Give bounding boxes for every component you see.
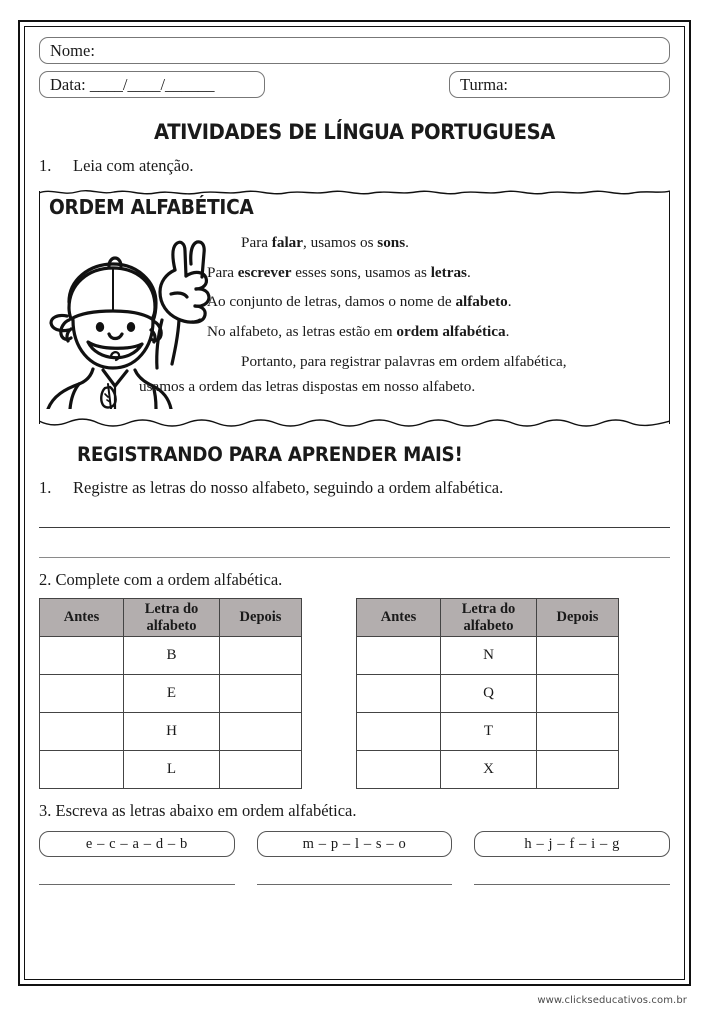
reading-line-1-bold2: sons bbox=[377, 234, 406, 251]
reading-line-1-suffix: . bbox=[405, 234, 409, 251]
cell-depois[interactable] bbox=[220, 751, 302, 789]
reading-line-2-bold1: escrever bbox=[237, 263, 292, 281]
cell-antes[interactable] bbox=[40, 751, 124, 789]
cell-letra: X bbox=[441, 751, 537, 789]
exercise-3-answer-lines bbox=[39, 884, 670, 885]
data-label: Data: bbox=[50, 75, 86, 94]
cell-antes[interactable] bbox=[40, 637, 124, 675]
exercise-3-answer-line-2[interactable] bbox=[257, 884, 453, 885]
cell-depois[interactable] bbox=[220, 713, 302, 751]
cell-letra: H bbox=[124, 713, 220, 751]
exercise-2-tables bbox=[39, 598, 670, 789]
cell-antes[interactable] bbox=[357, 713, 441, 751]
table-row bbox=[357, 675, 619, 713]
cell-letra: B bbox=[124, 637, 220, 675]
turma-label: Turma: bbox=[460, 75, 508, 94]
table-row bbox=[40, 751, 302, 789]
cell-letra: E bbox=[124, 675, 220, 713]
cell-letra: L bbox=[124, 751, 220, 789]
reading-line-4-bold1: ordem alfabética bbox=[396, 322, 506, 340]
reading-line-3 bbox=[207, 287, 656, 317]
column-header-depois: Depois bbox=[537, 599, 619, 637]
worksheet-page-border bbox=[18, 20, 691, 986]
letter-group-3: h – j – f – i – g bbox=[474, 831, 670, 857]
table-header-row bbox=[357, 599, 619, 637]
exercise-1-answer-line-2[interactable] bbox=[39, 557, 670, 558]
column-header-depois: Depois bbox=[220, 599, 302, 637]
reading-line-2-prefix: Para bbox=[207, 263, 238, 281]
reading-box-title: ORDEM ALFABÉTICA bbox=[49, 195, 254, 219]
cell-antes[interactable] bbox=[357, 637, 441, 675]
reading-box-text bbox=[207, 228, 656, 376]
reading-line-6: usamos a ordem das letras dispostas em nosso alfabeto. bbox=[139, 378, 476, 395]
table-row bbox=[40, 637, 302, 675]
data-field[interactable] bbox=[39, 71, 265, 98]
cell-depois[interactable] bbox=[220, 675, 302, 713]
reading-line-4-suffix: . bbox=[505, 322, 510, 340]
reading-box-right-edge bbox=[669, 191, 670, 424]
table-header-row bbox=[40, 599, 302, 637]
cell-letra: T bbox=[441, 713, 537, 751]
instruction-1 bbox=[39, 156, 670, 176]
exercise-3-answer-line-3[interactable] bbox=[474, 884, 670, 885]
table-row bbox=[357, 713, 619, 751]
alphabet-table-left bbox=[39, 598, 302, 789]
exercise-3-answer-line-1[interactable] bbox=[39, 884, 235, 885]
exercise-1-answer-line-1[interactable] bbox=[39, 527, 670, 528]
table-row bbox=[40, 713, 302, 751]
table-row bbox=[40, 675, 302, 713]
page-title: ATIVIDADES DE LÍNGUA PORTUGUESA bbox=[153, 120, 556, 144]
exercise-3-text: 3. Escreva as letras abaixo em ordem alfabética. bbox=[39, 801, 357, 821]
column-header-letra: Letra do alfabeto bbox=[124, 599, 220, 637]
reading-line-2-suffix: . bbox=[466, 263, 471, 281]
cell-antes[interactable] bbox=[40, 713, 124, 751]
reading-line-2-bold2: letras bbox=[430, 263, 467, 281]
worksheet-content bbox=[24, 26, 685, 980]
nome-field[interactable] bbox=[39, 37, 670, 64]
reading-line-1 bbox=[207, 228, 656, 258]
reading-line-1-bold1: falar bbox=[271, 234, 304, 251]
reading-line-3-prefix: Ao conjunto de letras, damos o nome de bbox=[207, 293, 456, 311]
column-header-antes: Antes bbox=[357, 599, 441, 637]
exercise-1-text: Registre as letras do nosso alfabeto, seguindo a ordem alfabética. bbox=[73, 478, 504, 497]
section-heading: REGISTRANDO PARA APRENDER MAIS! bbox=[77, 443, 463, 466]
reading-box bbox=[39, 186, 670, 429]
table-row bbox=[357, 637, 619, 675]
cell-depois[interactable] bbox=[537, 637, 619, 675]
letter-group-1: e – c – a – d – b bbox=[39, 831, 235, 857]
exercise-3-groups bbox=[39, 831, 670, 857]
nome-label: Nome: bbox=[50, 41, 95, 60]
instruction-1-text: Leia com atenção. bbox=[73, 156, 194, 175]
exercise-1 bbox=[39, 478, 670, 498]
cell-depois[interactable] bbox=[537, 675, 619, 713]
reading-line-5: Portanto, para registrar palavras em ordem alfabética, bbox=[241, 352, 567, 370]
column-header-letra: Letra do alfabeto bbox=[441, 599, 537, 637]
cell-depois[interactable] bbox=[537, 751, 619, 789]
wavy-bottom-border-icon bbox=[39, 417, 670, 429]
reading-line-3-suffix: . bbox=[507, 293, 512, 311]
reading-line-4-prefix: No alfabeto, as letras estão em bbox=[207, 322, 397, 340]
data-blanks: ____/____/______ bbox=[89, 75, 215, 94]
alphabet-table-right bbox=[356, 598, 619, 789]
cell-letra: N bbox=[441, 637, 537, 675]
reading-box-left-edge bbox=[39, 191, 40, 424]
reading-line-1-middle: , usamos os bbox=[303, 234, 378, 251]
cell-depois[interactable] bbox=[220, 637, 302, 675]
letter-group-2: m – p – l – s – o bbox=[257, 831, 453, 857]
reading-line-1-prefix: Para bbox=[241, 234, 272, 251]
footer-url: www.clickseducativos.com.br bbox=[537, 995, 687, 1006]
cell-antes[interactable] bbox=[40, 675, 124, 713]
cell-antes[interactable] bbox=[357, 751, 441, 789]
table-row bbox=[357, 751, 619, 789]
header-second-row bbox=[39, 71, 670, 98]
reading-line-4 bbox=[207, 317, 656, 347]
exercise-1-number: 1. bbox=[39, 478, 52, 497]
reading-line-2-middle: esses sons, usamos as bbox=[291, 263, 431, 281]
cell-letra: Q bbox=[441, 675, 537, 713]
cell-antes[interactable] bbox=[357, 675, 441, 713]
exercise-2-text: 2. Complete com a ordem alfabética. bbox=[39, 570, 283, 589]
reading-line-2 bbox=[207, 258, 656, 288]
reading-line-3-bold1: alfabeto bbox=[455, 293, 508, 311]
cell-depois[interactable] bbox=[537, 713, 619, 751]
column-header-antes: Antes bbox=[40, 599, 124, 637]
instruction-1-number: 1. bbox=[39, 156, 52, 175]
turma-field[interactable] bbox=[449, 71, 670, 98]
